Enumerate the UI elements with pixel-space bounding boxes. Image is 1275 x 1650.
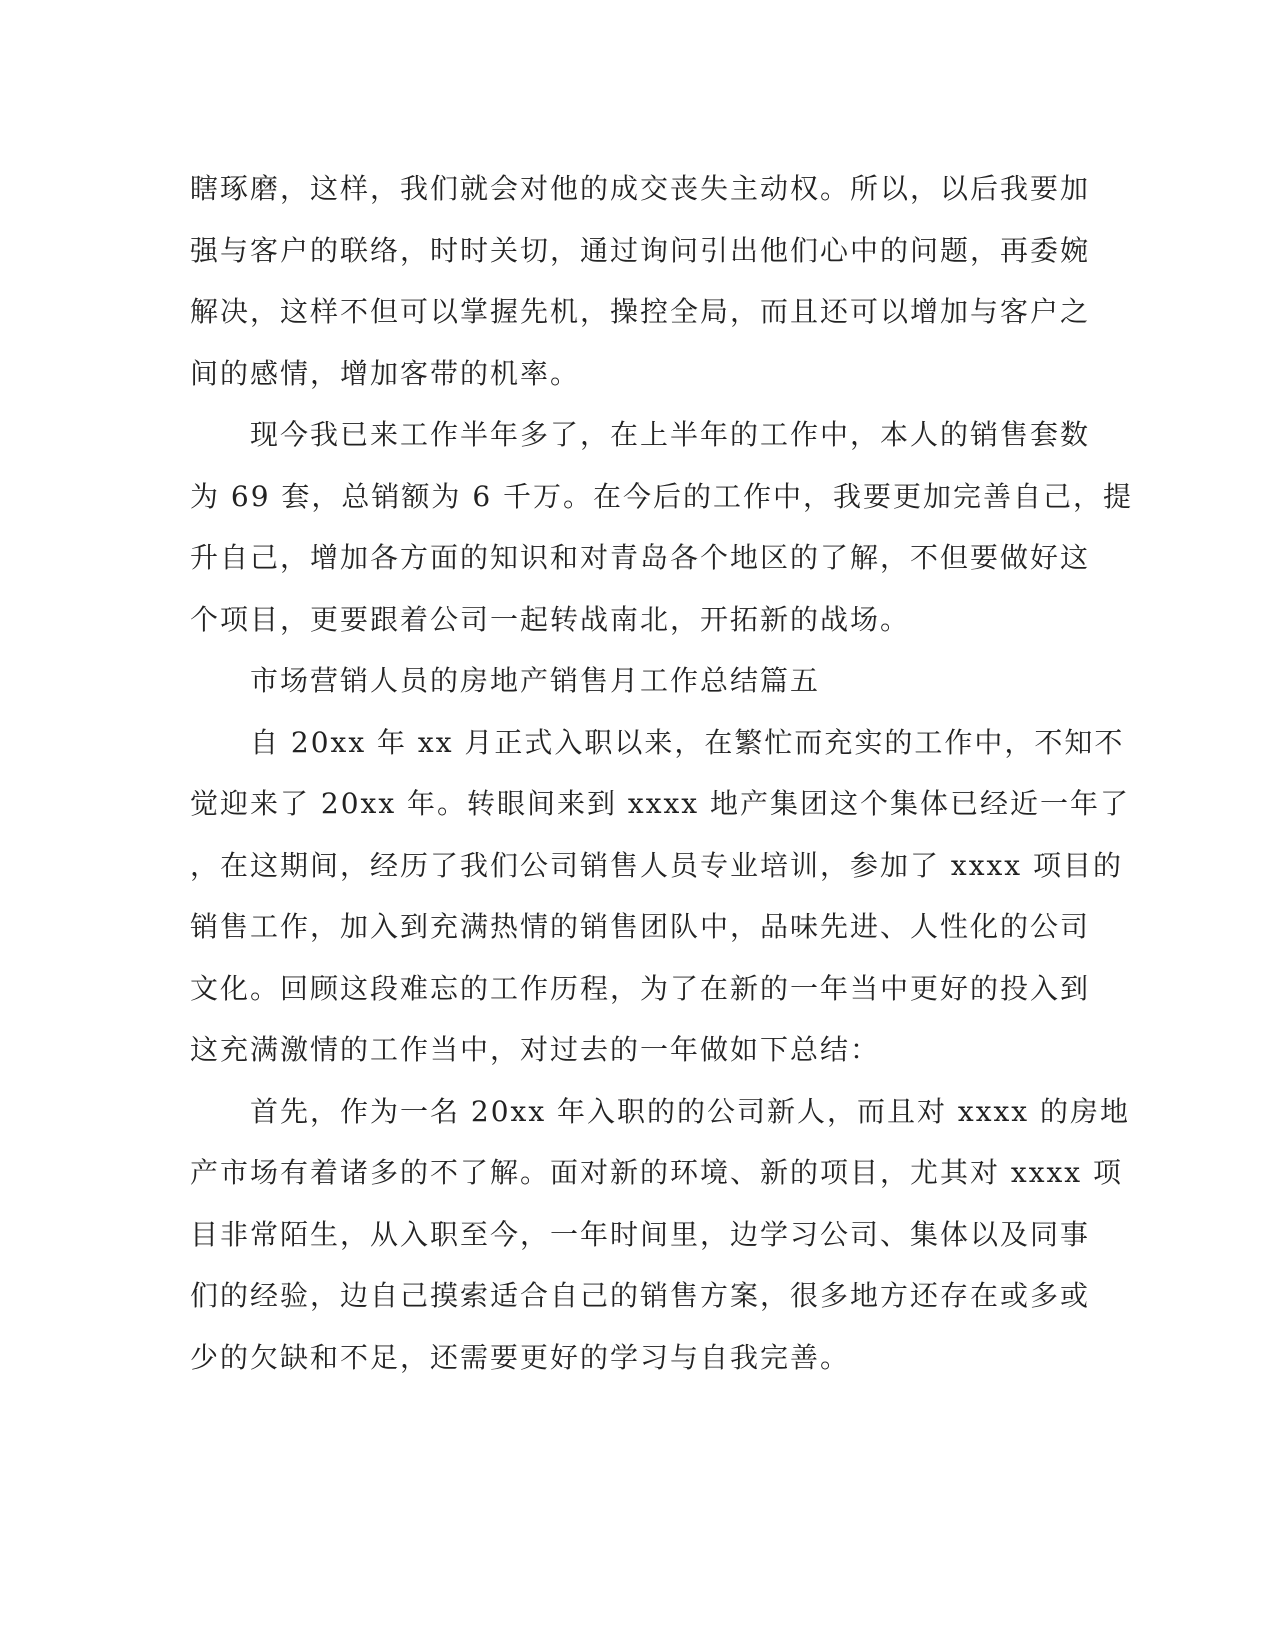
text-line: ，在这期间，经历了我们公司销售人员专业培训，参加了 xxxx 项目的 bbox=[190, 848, 1123, 882]
text-line: 产市场有着诸多的不了解。面对新的环境、新的项目，尤其对 xxxx 项 bbox=[190, 1156, 1123, 1189]
text-line: 少的欠缺和不足，还需要更好的学习与自我完善。 bbox=[190, 1340, 851, 1374]
section-heading: 市场营销人员的房地产销售月工作总结篇五 bbox=[190, 664, 821, 697]
text-line: 觉迎来了 20xx 年。转眼间来到 xxxx 地产集团这个集体已经近一年了 bbox=[190, 787, 1130, 820]
text-line: 首先，作为一名 20xx 年入职的的公司新人，而且对 xxxx 的房地 bbox=[190, 1094, 1130, 1128]
text-line: 销售工作，加入到充满热情的销售团队中，品味先进、人性化的公司 bbox=[190, 910, 1091, 943]
text-line: 升自己，增加各方面的知识和对青岛各个地区的了解，不但要做好这 bbox=[190, 541, 1091, 574]
text-line: 自 20xx 年 xx 月正式入职以来，在繁忙而充实的工作中，不知不 bbox=[190, 725, 1125, 759]
text-line: 间的感情，增加客带的机率。 bbox=[190, 356, 581, 390]
text-line: 为 69 套，总销额为 6 千万。在今后的工作中，我要更加完善自己，提 bbox=[190, 479, 1134, 513]
text-line: 现今我已来工作半年多了，在上半年的工作中，本人的销售套数 bbox=[190, 418, 1091, 451]
text-line: 目非常陌生，从入职至今，一年时间里，边学习公司、集体以及同事 bbox=[190, 1217, 1091, 1251]
text-line: 这充满激情的工作当中，对过去的一年做如下总结： bbox=[190, 1033, 881, 1066]
text-line: 瞎琢磨，这样，我们就会对他的成交丧失主动权。所以，以后我要加 bbox=[190, 172, 1091, 205]
text-line: 解决，这样不但可以掌握先机，操控全局，而且还可以增加与客户之 bbox=[190, 295, 1091, 328]
text-line: 们的经验，边自己摸索适合自己的销售方案，很多地方还存在或多或 bbox=[190, 1279, 1091, 1312]
text-line: 文化。回顾这段难忘的工作历程，为了在新的一年当中更好的投入到 bbox=[190, 971, 1091, 1005]
body-text bbox=[190, 158, 1134, 1388]
text-line: 强与客户的联络，时时关切，通过询问引出他们心中的问题，再委婉 bbox=[190, 233, 1091, 267]
text-line: 个项目，更要跟着公司一起转战南北，开拓新的战场。 bbox=[190, 602, 911, 636]
